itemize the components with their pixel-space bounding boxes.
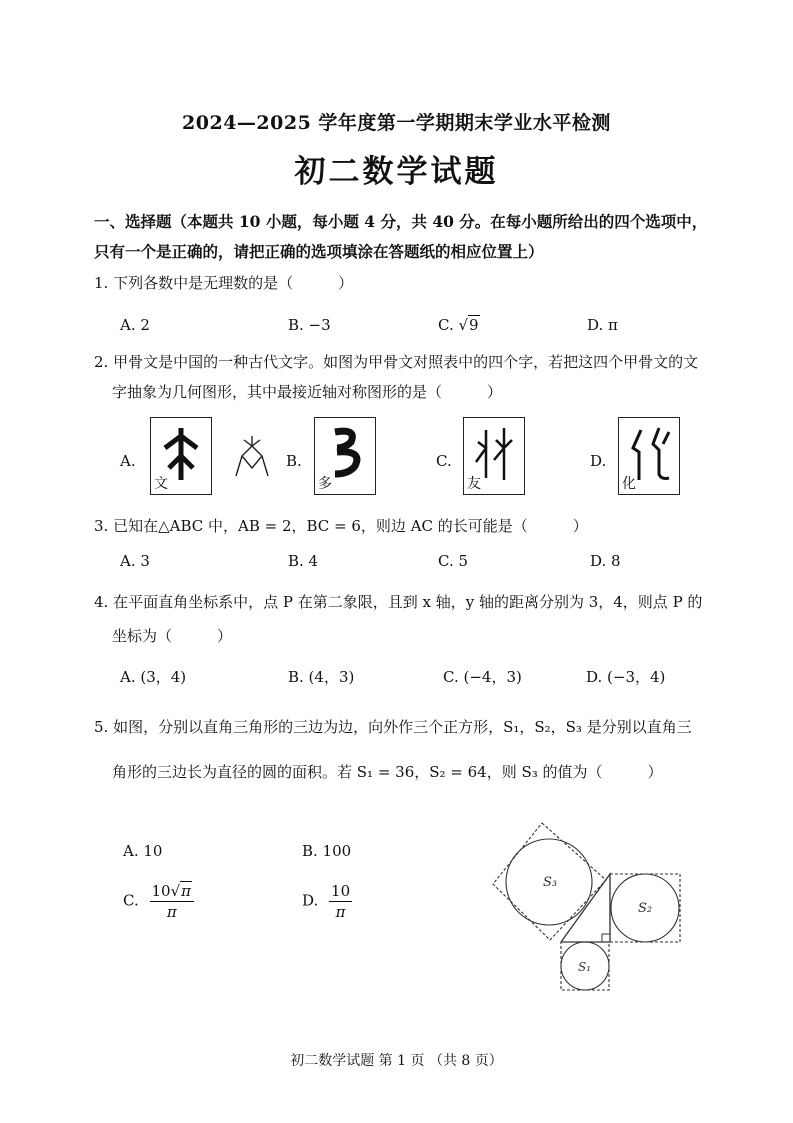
question-4-stem-line1: 4. 在平面直角坐标系中，点 P 在第二象限，且到 x 轴，y 轴的距离分别为 3，4，则点 P 的 bbox=[94, 593, 703, 611]
q4-option-b: B. (4，3) bbox=[288, 668, 355, 686]
q5-option-c: C. $\frac{10√\pi}{\pi}$ bbox=[123, 882, 194, 921]
q1-option-a: A. 2 bbox=[120, 316, 150, 334]
q2-option-b-glyph-box bbox=[314, 417, 376, 495]
q5-option-b: B. 100 bbox=[302, 842, 352, 860]
q2-option-a-letter: A. bbox=[120, 452, 136, 470]
q3-option-a: A. 3 bbox=[120, 552, 150, 570]
question-3-stem: 3. 已知在△ABC 中，AB = 2，BC = 6，则边 AC 的长可能是（ ） bbox=[94, 517, 588, 535]
q3-option-d: D. 8 bbox=[590, 552, 621, 570]
figure-label-s3: S₃ bbox=[543, 875, 558, 890]
q4-option-c: C. (−4，3) bbox=[443, 668, 522, 686]
q1-option-b: B. −3 bbox=[288, 316, 331, 334]
q4-option-a: A. (3，4) bbox=[120, 668, 187, 686]
q2-option-d-char: 化 bbox=[622, 476, 636, 492]
q4-option-d: D. (−3，4) bbox=[586, 668, 666, 686]
q2-option-a-glyph-box bbox=[150, 417, 212, 495]
q2-option-c-char: 友 bbox=[467, 476, 481, 492]
figure-label-s2: S₂ bbox=[638, 901, 653, 916]
q5-right-triangle-circles-figure bbox=[488, 818, 688, 994]
q2-abstract-figure bbox=[232, 432, 272, 480]
question-5-stem-line1: 5. 如图，分别以直角三角形的三边为边，向外作三个正方形，S₁，S₂，S₃ 是分别以直角三 bbox=[94, 718, 692, 736]
q5-option-d: D. $\frac{10}{\pi}$ bbox=[302, 882, 351, 921]
q2-option-d-glyph-box bbox=[618, 417, 680, 495]
question-2-stem-line1: 2. 甲骨文是中国的一种古代文字。如图为甲骨文对照表中的四个字，若把这四个甲骨文的文 bbox=[94, 353, 699, 371]
question-4-stem-line2: 坐标为（ ） bbox=[112, 627, 233, 645]
q2-option-c-letter: C. bbox=[436, 452, 452, 470]
q1-option-d: D. π bbox=[587, 316, 618, 334]
q1-option-c: C. √9 bbox=[438, 316, 479, 334]
page-footer: 初二数学试题 第 1 页 （共 8 页） bbox=[290, 1053, 503, 1069]
q2-option-a-char: 文 bbox=[154, 476, 168, 492]
q3-option-c: C. 5 bbox=[438, 552, 469, 570]
q5-option-a: A. 10 bbox=[123, 842, 163, 860]
q2-option-d-letter: D. bbox=[590, 452, 607, 470]
question-2-stem-line2: 字抽象为几何图形，其中最接近轴对称图形的是（ ） bbox=[112, 383, 503, 401]
q3-option-b: B. 4 bbox=[288, 552, 319, 570]
section-heading-line1: 一、选择题（本题共 10 小题，每小题 4 分，共 40 分。在每小题所给出的四个选项中， bbox=[94, 212, 708, 231]
question-1-stem: 1. 下列各数中是无理数的是（ ） bbox=[94, 274, 354, 292]
figure-label-s1: S₁ bbox=[578, 960, 592, 974]
exam-title-line1: 2024—2025 学年度第一学期期末学业水平检测 bbox=[182, 112, 611, 134]
q2-option-c-glyph-box bbox=[463, 417, 525, 495]
section-heading-line2: 只有一个是正确的，请把正确的选项填涂在答题纸的相应位置上） bbox=[94, 242, 544, 261]
question-5-stem-line2: 角形的三边长为直径的圆的面积。若 S₁ = 36，S₂ = 64，则 S₃ 的值为（ ） bbox=[112, 763, 663, 781]
q2-option-b-letter: B. bbox=[286, 452, 302, 470]
q2-option-b-char: 多 bbox=[318, 476, 332, 492]
exam-title-line2: 初二数学试题 bbox=[294, 154, 499, 190]
